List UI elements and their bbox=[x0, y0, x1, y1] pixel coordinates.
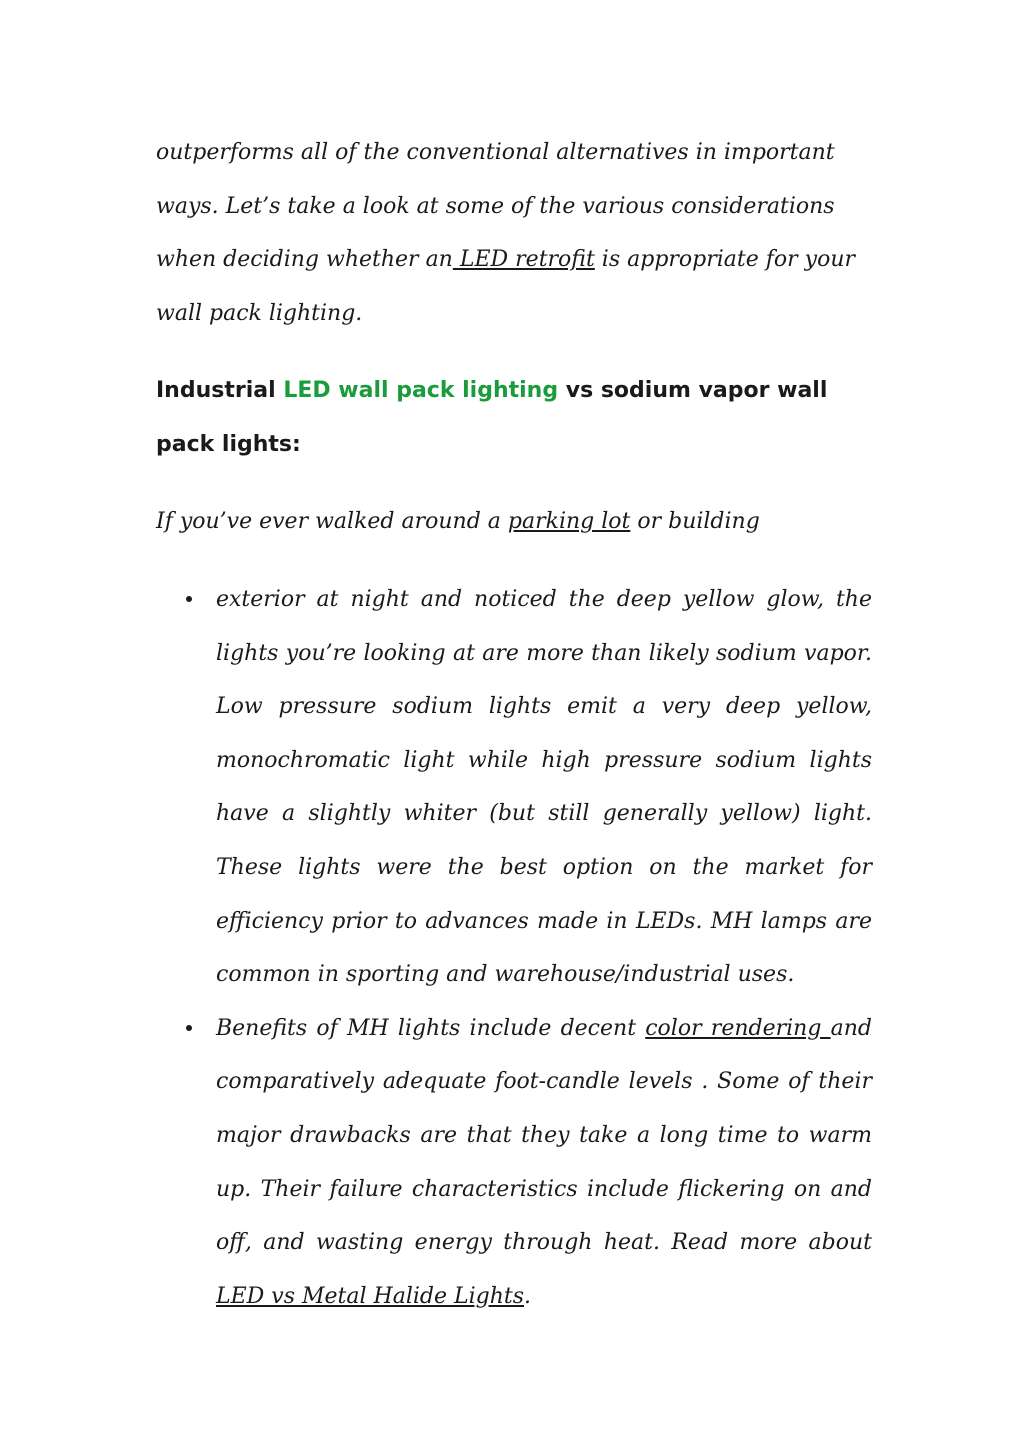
read-more-label: Read more about bbox=[671, 1230, 872, 1256]
lead-paragraph bbox=[156, 495, 872, 549]
intro-text-after: is appropriate for your wall pack lighting. bbox=[156, 247, 856, 326]
bullet-list bbox=[216, 573, 872, 1323]
bullet-text-after: and comparatively adequate foot-candle levels . Some of their major drawbacks are that they take a long time to warm up. Their failure characteristics include flickering on and off, and wasting energy through heat. bbox=[216, 1015, 872, 1256]
heading-highlight: LED wall pack lighting bbox=[283, 378, 559, 403]
led-vs-metal-halide-link[interactable]: LED vs Metal Halide Lights bbox=[216, 1283, 525, 1309]
list-item bbox=[216, 573, 872, 1002]
led-retrofit-link[interactable]: LED retrofit bbox=[452, 247, 595, 273]
intro-paragraph bbox=[156, 126, 872, 340]
list-item bbox=[216, 1002, 872, 1324]
bullet-text-before: Benefits of MH lights include decent bbox=[216, 1015, 646, 1041]
intro-text-before: outperforms all of the conventional alternatives in important ways. Let’s take a look at some of the various considerations when deciding whether an bbox=[156, 140, 835, 273]
bullet-icon bbox=[186, 1025, 192, 1031]
heading-suffix: vs sodium vapor wall pack lights: bbox=[156, 378, 828, 457]
bullet-icon bbox=[186, 596, 192, 602]
heading-prefix: Industrial bbox=[156, 378, 284, 403]
bullet-text: exterior at night and noticed the deep yellow glow, the lights you’re looking at are more than likely sodium vapor. Low pressure sodium lights emit a very deep yellow, monochromatic light while high pressure sodium lights have a slightly whiter (but still generally yellow) light. These lights were the best option on the market for efficiency prior to advances made in LEDs. MH lamps are common in sporting and warehouse/industrial uses. bbox=[216, 587, 872, 988]
section-heading bbox=[156, 364, 872, 471]
parking-lot-link[interactable]: parking lot bbox=[507, 509, 631, 534]
lead-text-after: or building bbox=[630, 509, 760, 534]
bullet-end: . bbox=[524, 1283, 532, 1309]
color-rendering-link[interactable]: color rendering bbox=[645, 1015, 831, 1041]
lead-text-before: If you’ve ever walked around a bbox=[156, 509, 508, 534]
